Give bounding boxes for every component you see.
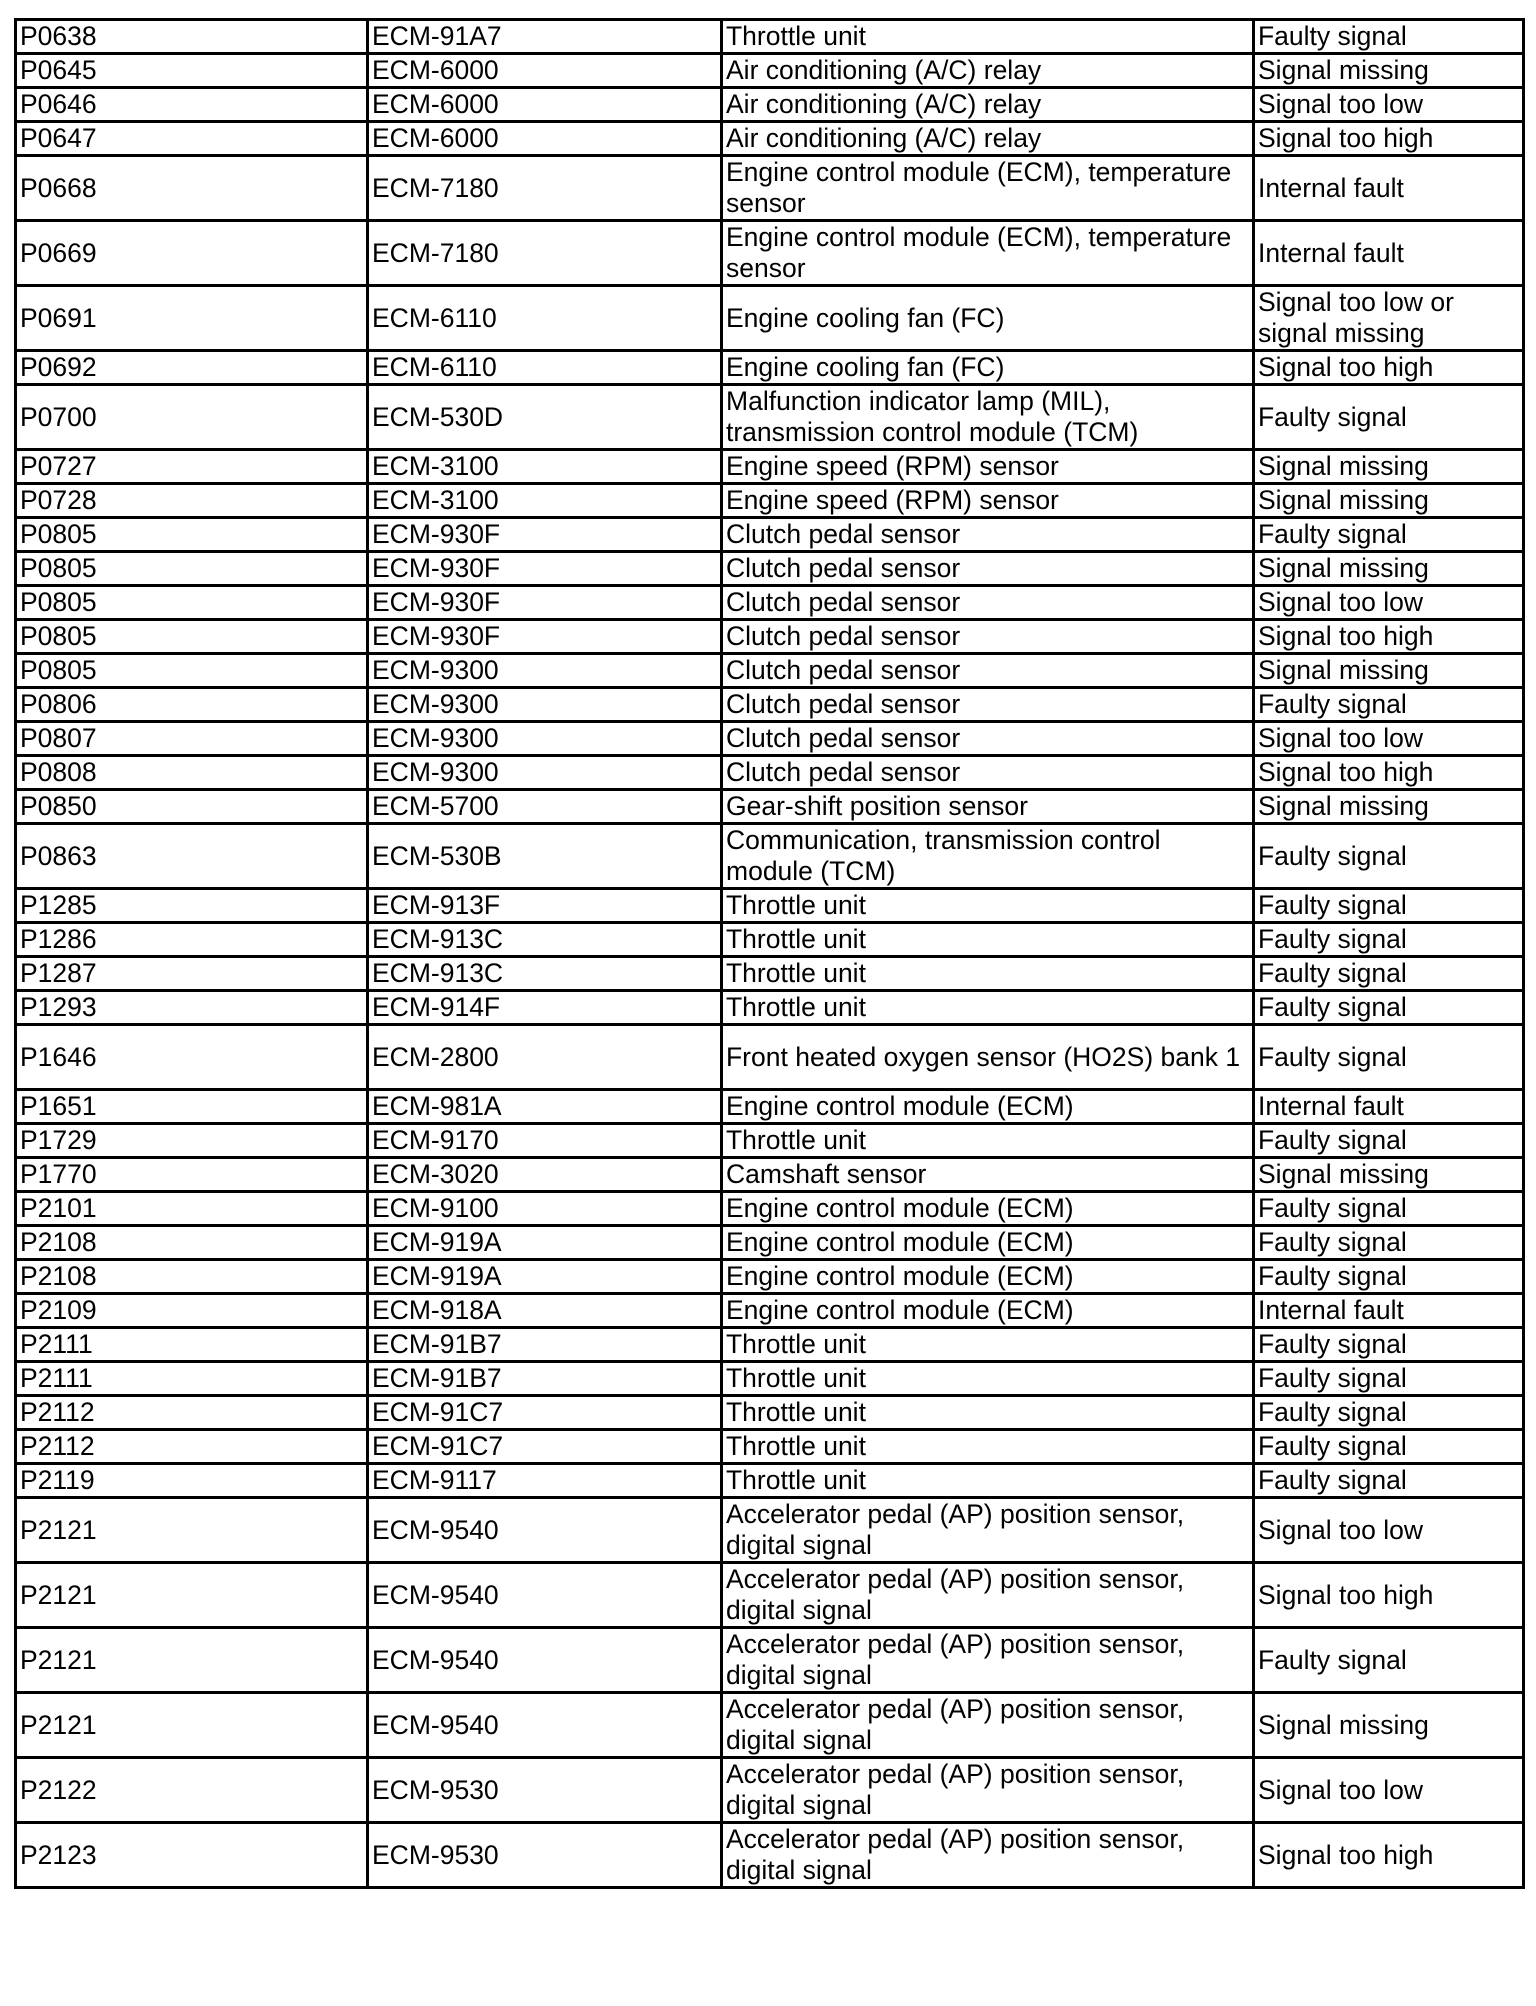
component-cell: Malfunction indicator lamp (MIL), transmission control module (TCM) xyxy=(722,385,1254,450)
fault-status-cell: Faulty signal xyxy=(1254,923,1524,957)
fault-status-cell: Faulty signal xyxy=(1254,1362,1524,1396)
table-row xyxy=(16,351,1524,385)
dtc-code-cell: P0646 xyxy=(16,88,368,122)
ecm-code-cell: ECM-2800 xyxy=(368,1025,722,1090)
fault-status-cell: Signal missing xyxy=(1254,54,1524,88)
dtc-code-cell: P2121 xyxy=(16,1628,368,1693)
dtc-code-cell: P0805 xyxy=(16,586,368,620)
component-cell: Camshaft sensor xyxy=(722,1158,1254,1192)
ecm-code-cell: ECM-930F xyxy=(368,620,722,654)
ecm-code-cell: ECM-9540 xyxy=(368,1628,722,1693)
ecm-code-cell: ECM-9100 xyxy=(368,1192,722,1226)
table-row xyxy=(16,756,1524,790)
table-row xyxy=(16,1192,1524,1226)
table-row xyxy=(16,1628,1524,1693)
dtc-code-cell: P1651 xyxy=(16,1090,368,1124)
table-row xyxy=(16,1124,1524,1158)
fault-status-cell: Faulty signal xyxy=(1254,1396,1524,1430)
dtc-table xyxy=(14,18,1525,1889)
dtc-code-cell: P0863 xyxy=(16,824,368,889)
dtc-code-cell: P1729 xyxy=(16,1124,368,1158)
dtc-code-cell: P0808 xyxy=(16,756,368,790)
component-cell: Front heated oxygen sensor (HO2S) bank 1 xyxy=(722,1025,1254,1090)
fault-status-cell: Faulty signal xyxy=(1254,957,1524,991)
dtc-code-cell: P2112 xyxy=(16,1430,368,1464)
dtc-code-cell: P0638 xyxy=(16,20,368,54)
ecm-code-cell: ECM-91A7 xyxy=(368,20,722,54)
table-row xyxy=(16,923,1524,957)
dtc-code-cell: P2111 xyxy=(16,1328,368,1362)
fault-status-cell: Faulty signal xyxy=(1254,385,1524,450)
ecm-code-cell: ECM-919A xyxy=(368,1260,722,1294)
dtc-code-cell: P0805 xyxy=(16,518,368,552)
dtc-code-cell: P2101 xyxy=(16,1192,368,1226)
fault-status-cell: Faulty signal xyxy=(1254,824,1524,889)
component-cell: Throttle unit xyxy=(722,991,1254,1025)
component-cell: Clutch pedal sensor xyxy=(722,688,1254,722)
table-row xyxy=(16,122,1524,156)
fault-status-cell: Signal too low xyxy=(1254,1498,1524,1563)
component-cell: Throttle unit xyxy=(722,1328,1254,1362)
fault-status-cell: Signal too high xyxy=(1254,756,1524,790)
dtc-code-cell: P2121 xyxy=(16,1693,368,1758)
ecm-code-cell: ECM-9300 xyxy=(368,654,722,688)
table-row xyxy=(16,1226,1524,1260)
fault-status-cell: Faulty signal xyxy=(1254,991,1524,1025)
component-cell: Throttle unit xyxy=(722,1362,1254,1396)
component-cell: Throttle unit xyxy=(722,923,1254,957)
dtc-code-cell: P0669 xyxy=(16,221,368,286)
table-row xyxy=(16,620,1524,654)
ecm-code-cell: ECM-919A xyxy=(368,1226,722,1260)
component-cell: Engine control module (ECM), temperature sensor xyxy=(722,156,1254,221)
ecm-code-cell: ECM-9170 xyxy=(368,1124,722,1158)
dtc-code-cell: P0668 xyxy=(16,156,368,221)
table-row xyxy=(16,1464,1524,1498)
dtc-code-cell: P0807 xyxy=(16,722,368,756)
component-cell: Engine control module (ECM), temperature sensor xyxy=(722,221,1254,286)
component-cell: Accelerator pedal (AP) position sensor, digital signal xyxy=(722,1498,1254,1563)
component-cell: Engine control module (ECM) xyxy=(722,1192,1254,1226)
fault-status-cell: Internal fault xyxy=(1254,156,1524,221)
table-row xyxy=(16,957,1524,991)
dtc-code-cell: P1293 xyxy=(16,991,368,1025)
fault-status-cell: Signal too low or signal missing xyxy=(1254,286,1524,351)
component-cell: Air conditioning (A/C) relay xyxy=(722,54,1254,88)
component-cell: Throttle unit xyxy=(722,1396,1254,1430)
table-row xyxy=(16,88,1524,122)
ecm-code-cell: ECM-9300 xyxy=(368,756,722,790)
dtc-code-cell: P2122 xyxy=(16,1758,368,1823)
table-row xyxy=(16,54,1524,88)
dtc-code-cell: P1770 xyxy=(16,1158,368,1192)
dtc-code-cell: P0850 xyxy=(16,790,368,824)
ecm-code-cell: ECM-913F xyxy=(368,889,722,923)
component-cell: Throttle unit xyxy=(722,889,1254,923)
dtc-code-cell: P0647 xyxy=(16,122,368,156)
fault-status-cell: Faulty signal xyxy=(1254,889,1524,923)
fault-status-cell: Internal fault xyxy=(1254,1090,1524,1124)
table-row xyxy=(16,484,1524,518)
ecm-code-cell: ECM-981A xyxy=(368,1090,722,1124)
fault-status-cell: Signal missing xyxy=(1254,450,1524,484)
fault-status-cell: Faulty signal xyxy=(1254,1025,1524,1090)
dtc-code-cell: P0645 xyxy=(16,54,368,88)
fault-status-cell: Faulty signal xyxy=(1254,20,1524,54)
table-row xyxy=(16,991,1524,1025)
dtc-code-cell: P0805 xyxy=(16,620,368,654)
table-row xyxy=(16,450,1524,484)
ecm-code-cell: ECM-6000 xyxy=(368,54,722,88)
dtc-code-cell: P1287 xyxy=(16,957,368,991)
component-cell: Clutch pedal sensor xyxy=(722,654,1254,688)
dtc-code-cell: P0700 xyxy=(16,385,368,450)
table-row xyxy=(16,1563,1524,1628)
component-cell: Accelerator pedal (AP) position sensor, digital signal xyxy=(722,1563,1254,1628)
table-row xyxy=(16,552,1524,586)
ecm-code-cell: ECM-6110 xyxy=(368,286,722,351)
ecm-code-cell: ECM-9117 xyxy=(368,1464,722,1498)
table-row xyxy=(16,1090,1524,1124)
component-cell: Gear-shift position sensor xyxy=(722,790,1254,824)
component-cell: Accelerator pedal (AP) position sensor, digital signal xyxy=(722,1628,1254,1693)
dtc-code-cell: P2121 xyxy=(16,1498,368,1563)
fault-status-cell: Faulty signal xyxy=(1254,1226,1524,1260)
component-cell: Throttle unit xyxy=(722,20,1254,54)
table-row xyxy=(16,518,1524,552)
fault-status-cell: Signal too high xyxy=(1254,351,1524,385)
dtc-code-cell: P0728 xyxy=(16,484,368,518)
fault-status-cell: Internal fault xyxy=(1254,221,1524,286)
ecm-code-cell: ECM-91C7 xyxy=(368,1430,722,1464)
dtc-code-cell: P2121 xyxy=(16,1563,368,1628)
fault-status-cell: Faulty signal xyxy=(1254,1124,1524,1158)
table-row xyxy=(16,824,1524,889)
table-row xyxy=(16,1396,1524,1430)
fault-status-cell: Signal missing xyxy=(1254,654,1524,688)
table-row xyxy=(16,20,1524,54)
table-row xyxy=(16,1823,1524,1888)
table-row xyxy=(16,1025,1524,1090)
fault-status-cell: Signal too low xyxy=(1254,722,1524,756)
ecm-code-cell: ECM-9300 xyxy=(368,688,722,722)
table-row xyxy=(16,889,1524,923)
component-cell: Engine cooling fan (FC) xyxy=(722,286,1254,351)
table-row xyxy=(16,1693,1524,1758)
ecm-code-cell: ECM-930F xyxy=(368,518,722,552)
ecm-code-cell: ECM-913C xyxy=(368,957,722,991)
component-cell: Clutch pedal sensor xyxy=(722,518,1254,552)
component-cell: Accelerator pedal (AP) position sensor, digital signal xyxy=(722,1823,1254,1888)
dtc-code-cell: P2119 xyxy=(16,1464,368,1498)
table-row xyxy=(16,221,1524,286)
table-row xyxy=(16,586,1524,620)
ecm-code-cell: ECM-930F xyxy=(368,552,722,586)
component-cell: Accelerator pedal (AP) position sensor, digital signal xyxy=(722,1693,1254,1758)
table-row xyxy=(16,1498,1524,1563)
fault-status-cell: Faulty signal xyxy=(1254,1260,1524,1294)
ecm-code-cell: ECM-530B xyxy=(368,824,722,889)
dtc-code-cell: P2108 xyxy=(16,1226,368,1260)
dtc-code-cell: P2109 xyxy=(16,1294,368,1328)
component-cell: Engine control module (ECM) xyxy=(722,1090,1254,1124)
fault-status-cell: Signal too high xyxy=(1254,1563,1524,1628)
ecm-code-cell: ECM-3020 xyxy=(368,1158,722,1192)
ecm-code-cell: ECM-91B7 xyxy=(368,1362,722,1396)
table-row xyxy=(16,1158,1524,1192)
ecm-code-cell: ECM-9540 xyxy=(368,1498,722,1563)
ecm-code-cell: ECM-9530 xyxy=(368,1758,722,1823)
ecm-code-cell: ECM-913C xyxy=(368,923,722,957)
component-cell: Accelerator pedal (AP) position sensor, digital signal xyxy=(722,1758,1254,1823)
table-row xyxy=(16,286,1524,351)
fault-status-cell: Faulty signal xyxy=(1254,518,1524,552)
table-row xyxy=(16,790,1524,824)
fault-status-cell: Faulty signal xyxy=(1254,1192,1524,1226)
fault-status-cell: Signal missing xyxy=(1254,790,1524,824)
fault-status-cell: Faulty signal xyxy=(1254,1464,1524,1498)
table-row xyxy=(16,1294,1524,1328)
component-cell: Clutch pedal sensor xyxy=(722,586,1254,620)
component-cell: Engine speed (RPM) sensor xyxy=(722,450,1254,484)
component-cell: Clutch pedal sensor xyxy=(722,722,1254,756)
ecm-code-cell: ECM-930F xyxy=(368,586,722,620)
ecm-code-cell: ECM-3100 xyxy=(368,484,722,518)
table-row xyxy=(16,385,1524,450)
table-row xyxy=(16,654,1524,688)
component-cell: Clutch pedal sensor xyxy=(722,552,1254,586)
table-row xyxy=(16,1328,1524,1362)
component-cell: Clutch pedal sensor xyxy=(722,756,1254,790)
ecm-code-cell: ECM-9530 xyxy=(368,1823,722,1888)
dtc-code-cell: P2111 xyxy=(16,1362,368,1396)
table-row xyxy=(16,688,1524,722)
fault-status-cell: Signal missing xyxy=(1254,1158,1524,1192)
dtc-code-cell: P0692 xyxy=(16,351,368,385)
dtc-code-cell: P0805 xyxy=(16,552,368,586)
ecm-code-cell: ECM-7180 xyxy=(368,156,722,221)
ecm-code-cell: ECM-6000 xyxy=(368,88,722,122)
ecm-code-cell: ECM-91B7 xyxy=(368,1328,722,1362)
ecm-code-cell: ECM-918A xyxy=(368,1294,722,1328)
table-row xyxy=(16,1758,1524,1823)
dtc-code-cell: P1286 xyxy=(16,923,368,957)
table-row xyxy=(16,1362,1524,1396)
component-cell: Air conditioning (A/C) relay xyxy=(722,122,1254,156)
ecm-code-cell: ECM-91C7 xyxy=(368,1396,722,1430)
fault-status-cell: Faulty signal xyxy=(1254,1328,1524,1362)
ecm-code-cell: ECM-530D xyxy=(368,385,722,450)
fault-status-cell: Signal missing xyxy=(1254,484,1524,518)
fault-status-cell: Internal fault xyxy=(1254,1294,1524,1328)
ecm-code-cell: ECM-6110 xyxy=(368,351,722,385)
ecm-code-cell: ECM-7180 xyxy=(368,221,722,286)
component-cell: Engine cooling fan (FC) xyxy=(722,351,1254,385)
component-cell: Throttle unit xyxy=(722,1124,1254,1158)
dtc-code-cell: P1646 xyxy=(16,1025,368,1090)
component-cell: Engine control module (ECM) xyxy=(722,1294,1254,1328)
component-cell: Engine control module (ECM) xyxy=(722,1260,1254,1294)
component-cell: Engine speed (RPM) sensor xyxy=(722,484,1254,518)
fault-status-cell: Faulty signal xyxy=(1254,688,1524,722)
fault-status-cell: Signal too high xyxy=(1254,122,1524,156)
table-row xyxy=(16,1430,1524,1464)
fault-status-cell: Signal too low xyxy=(1254,88,1524,122)
fault-status-cell: Signal too low xyxy=(1254,1758,1524,1823)
component-cell: Throttle unit xyxy=(722,1430,1254,1464)
ecm-code-cell: ECM-9540 xyxy=(368,1693,722,1758)
component-cell: Communication, transmission control module (TCM) xyxy=(722,824,1254,889)
table-row xyxy=(16,1260,1524,1294)
table-row xyxy=(16,722,1524,756)
dtc-code-cell: P1285 xyxy=(16,889,368,923)
fault-status-cell: Signal missing xyxy=(1254,1693,1524,1758)
component-cell: Air conditioning (A/C) relay xyxy=(722,88,1254,122)
fault-status-cell: Faulty signal xyxy=(1254,1430,1524,1464)
ecm-code-cell: ECM-9300 xyxy=(368,722,722,756)
fault-status-cell: Signal too high xyxy=(1254,1823,1524,1888)
component-cell: Clutch pedal sensor xyxy=(722,620,1254,654)
ecm-code-cell: ECM-6000 xyxy=(368,122,722,156)
dtc-code-cell: P0805 xyxy=(16,654,368,688)
fault-status-cell: Signal missing xyxy=(1254,552,1524,586)
fault-status-cell: Faulty signal xyxy=(1254,1628,1524,1693)
table-row xyxy=(16,156,1524,221)
component-cell: Engine control module (ECM) xyxy=(722,1226,1254,1260)
dtc-code-cell: P0806 xyxy=(16,688,368,722)
component-cell: Throttle unit xyxy=(722,1464,1254,1498)
dtc-code-cell: P2112 xyxy=(16,1396,368,1430)
ecm-code-cell: ECM-5700 xyxy=(368,790,722,824)
dtc-code-cell: P2108 xyxy=(16,1260,368,1294)
dtc-code-cell: P0727 xyxy=(16,450,368,484)
ecm-code-cell: ECM-3100 xyxy=(368,450,722,484)
dtc-code-cell: P2123 xyxy=(16,1823,368,1888)
dtc-table-body xyxy=(16,20,1524,1888)
ecm-code-cell: ECM-9540 xyxy=(368,1563,722,1628)
ecm-code-cell: ECM-914F xyxy=(368,991,722,1025)
fault-status-cell: Signal too high xyxy=(1254,620,1524,654)
component-cell: Throttle unit xyxy=(722,957,1254,991)
fault-status-cell: Signal too low xyxy=(1254,586,1524,620)
dtc-code-cell: P0691 xyxy=(16,286,368,351)
